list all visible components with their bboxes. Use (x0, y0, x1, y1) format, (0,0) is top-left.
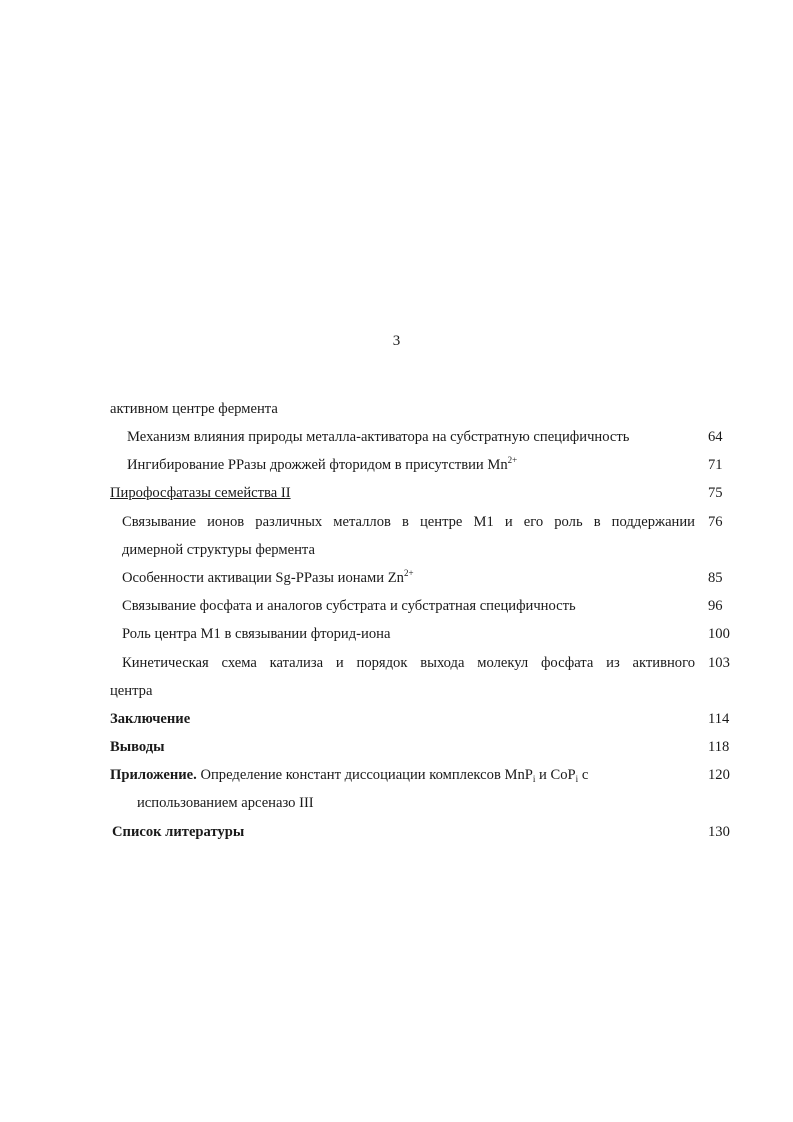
toc-entry-m1-fluoride: Роль центра M1 в связывании фторид-иона (122, 626, 391, 642)
toc-page-120: 120 (708, 767, 730, 783)
toc-page-103: 103 (708, 655, 730, 671)
toc-section-appendix: Приложение. Определение констант диссоциации комплексов MnP$_i$ и CoP$_i$ с (110, 767, 589, 784)
toc-entry-metal-binding-cont: димерной структуры фермента (122, 542, 315, 558)
superscript-charge: 2+ (403, 568, 414, 578)
toc-page-85: 85 (708, 570, 723, 586)
toc-section-references: Список литературы (112, 824, 245, 840)
toc-page-130: 130 (708, 824, 730, 840)
toc-line-continuation: активном центре фермента (110, 401, 278, 417)
toc-entry-metal-activator: Механизм влияния природы металла-активатора на субстратную специфичность (127, 429, 630, 445)
toc-page-75: 75 (708, 485, 723, 501)
toc-section-family-ii: Пирофосфатазы семейства II (110, 485, 291, 501)
toc-page-100: 100 (708, 626, 730, 642)
toc-page-71: 71 (708, 457, 723, 473)
page-number: 3 (392, 333, 401, 349)
toc-entry-kinetic-scheme-cont: центра (110, 683, 153, 699)
toc-section-conclusion: Заключение (110, 711, 191, 727)
toc-entry-kinetic-scheme: Кинетическая схема катализа и порядок выхода молекул фосфата из активного (122, 655, 695, 671)
toc-entry-fluoride-inhibition: Ингибирование PPазы дрожжей фторидом в присутствии $Mn^{2+}$ (127, 455, 518, 473)
toc-page-64: 64 (708, 429, 723, 445)
toc-page-96: 96 (708, 598, 723, 614)
toc-section-appendix-cont: использованием арсеназо III (137, 795, 314, 811)
toc-entry-metal-binding: Связывание ионов различных металлов в центре M1 и его роль в поддержании (122, 514, 695, 530)
toc-section-findings: Выводы (110, 739, 165, 755)
toc-page-118: 118 (708, 739, 730, 755)
toc-entry-phosphate-binding: Связывание фосфата и аналогов субстрата и субстратная специфичность (122, 598, 576, 614)
toc-entry-zn-activation: Особенности активации Sg-PPазы ионами $Zn^{2+}$ (122, 568, 414, 586)
toc-page-76: 76 (708, 514, 723, 530)
superscript-charge: 2+ (507, 455, 518, 465)
toc-page-114: 114 (708, 711, 730, 727)
